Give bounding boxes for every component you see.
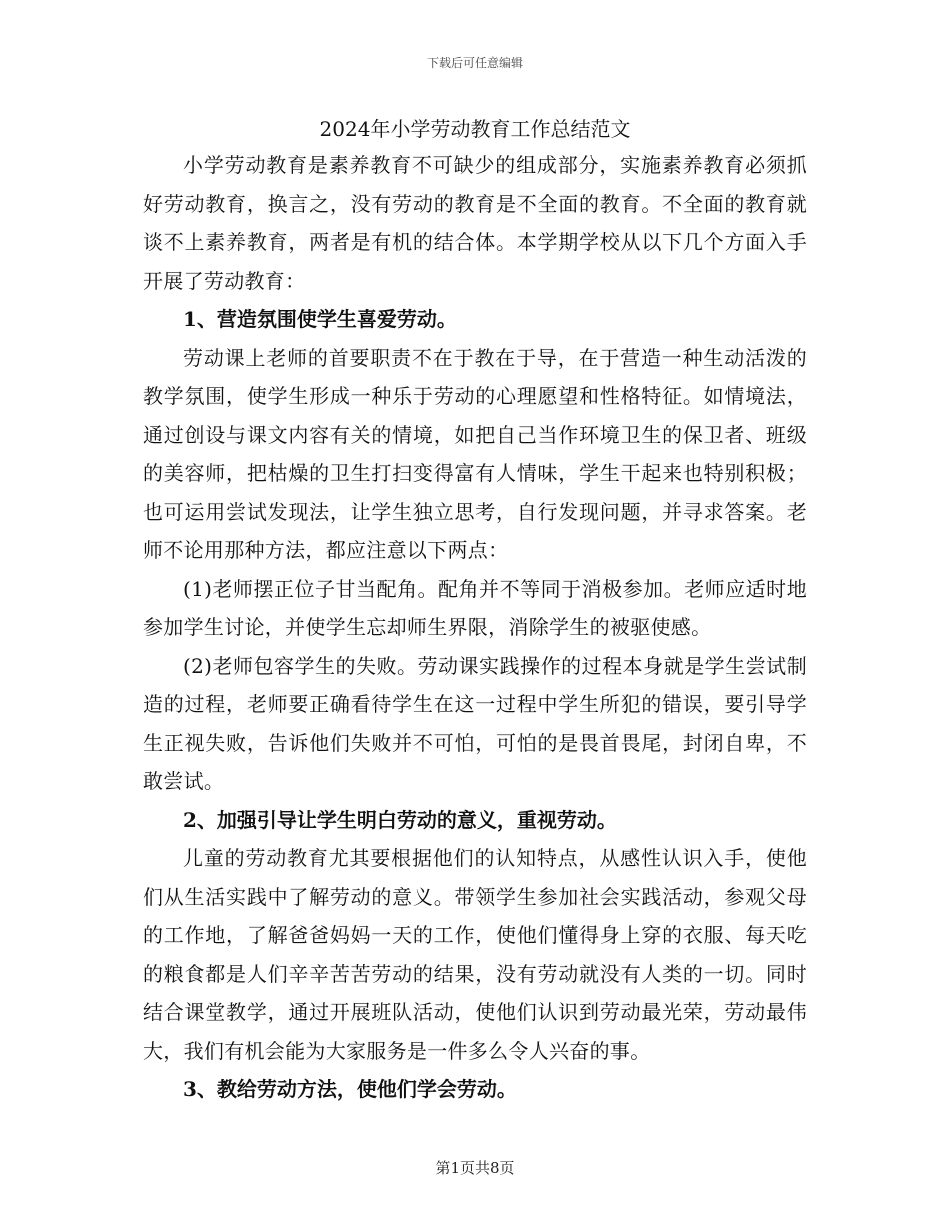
page-number: 第1页共8页 [435, 1159, 515, 1177]
section-2-heading: 2、加强引导让学生明白劳动的意义，重视劳动。 [183, 807, 617, 832]
document-body [143, 146, 807, 1109]
section-1-heading: 1、营造氛围使学生喜爱劳动。 [183, 307, 457, 331]
section-1-point-2: (2)老师包容学生的失败。劳动课实践操作的过程本身就是学生尝试制造的过程，老师要正确看待学生在这一过程中学生所犯的错误，要引导学生正视失败，告诉他们失败并不可怕，可怕的是畏首畏尾，封闭自卑，不敢尝试。 [143, 653, 807, 793]
intro-paragraph: 小学劳动教育是素养教育不可缺少的组成部分，实施素养教育必须抓好劳动教育，换言之，没有劳动的教育是不全面的教育。不全面的教育就谈不上素养教育，两者是有机的结合体。本学期学校从以下几个方面入手开展了劳动教育： [143, 153, 807, 293]
section-1-point-1: (1)老师摆正位子甘当配角。配角并不等同于消极参加。老师应适时地参加学生讨论，并使学生忘却师生界限，消除学生的被驱使感。 [143, 576, 807, 639]
document-title: 2024年小学劳动教育工作总结范文 [319, 117, 631, 141]
section-2-paragraph: 儿童的劳动教育尤其要根据他们的认知特点，从感性认识入手，使他们从生活实践中了解劳动的意义。带领学生参加社会实践活动，参观父母的工作地，了解爸爸妈妈一天的工作，使他们懂得身上穿的衣服、每天吃的粮食都是人们辛辛苦苦劳动的结果，没有劳动就没有人类的一切。同时结合课堂教学，通过开展班队活动，使他们认识到劳动最光荣，劳动最伟大，我们有机会能为大家服务是一件多么令人兴奋的事。 [143, 846, 807, 1063]
section-1-paragraph: 劳动课上老师的首要职责不在于教在于导，在于营造一种生动活泼的教学氛围，使学生形成一种乐于劳动的心理愿望和性格特征。如情境法，通过创设与课文内容有关的情境，如把自己当作环境卫生的保卫者、班级的美容师，把枯燥的卫生打扫变得富有人情味，学生干起来也特别积极；也可运用尝试发现法，让学生独立思考，自行发现问题，并寻求答案。老师不论用那种方法，都应注意以下两点： [143, 345, 807, 562]
page-header-note: 下载后可任意编辑 [426, 56, 523, 70]
section-3-heading: 3、教给劳动方法，使他们学会劳动。 [183, 1077, 517, 1101]
